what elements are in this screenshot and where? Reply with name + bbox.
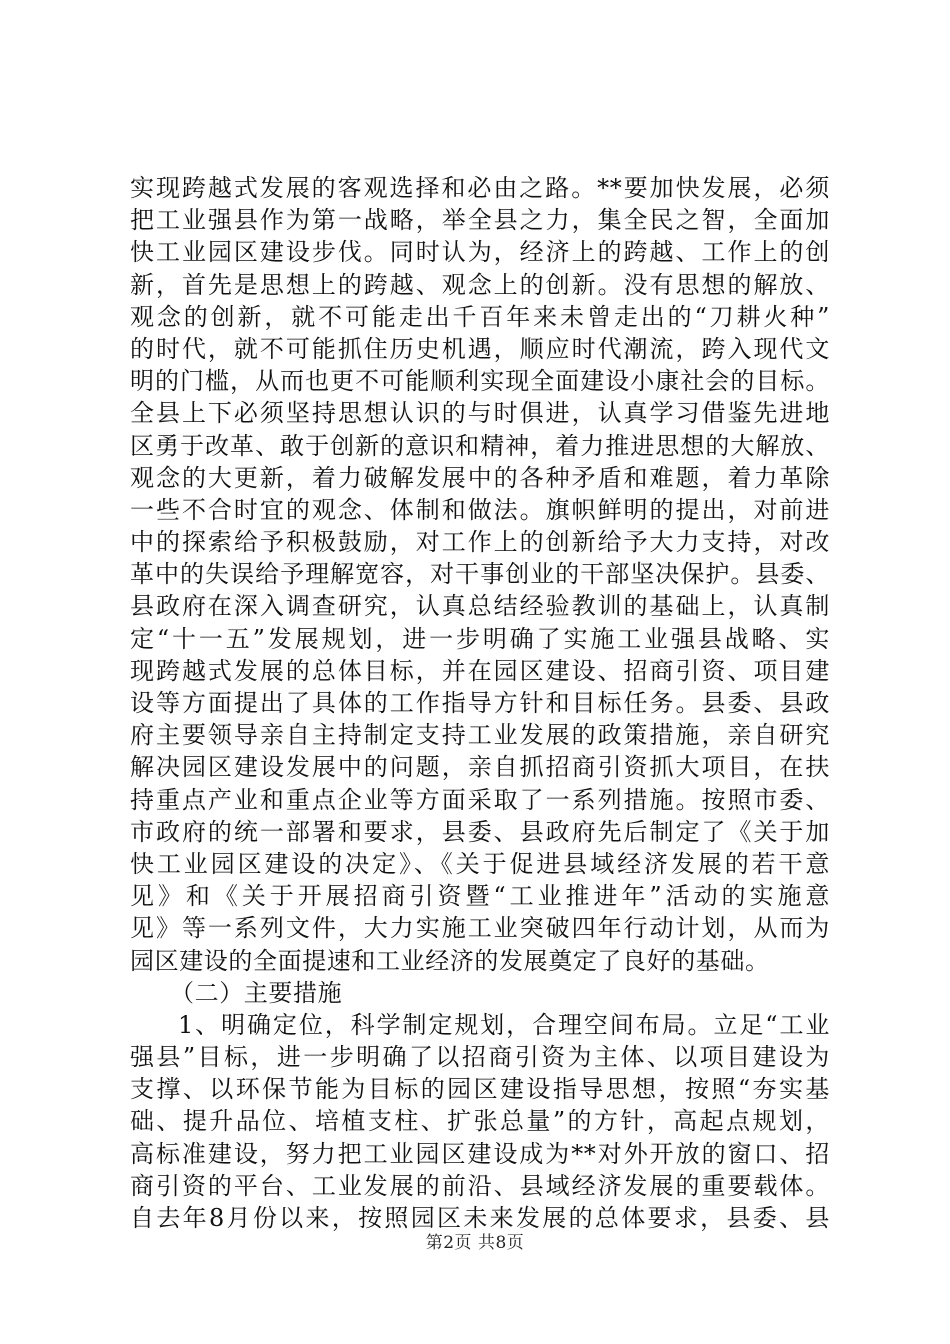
text-line: 县政府在深入调查研究，认真总结经验教训的基础上，认真制 [130,592,830,621]
section-text-line: 高标准建设，努力把工业园区建设成为**对外开放的窗口、招 [130,1139,830,1168]
text-line: 市政府的统一部署和要求，县委、县政府先后制定了《关于加 [130,817,830,846]
text-line: 定“十一五”发展规划，进一步明确了实施工业强县战略、实 [130,624,830,653]
section-text-line: 础、提升品位、培植支柱、扩张总量”的方针，高起点规划， [130,1107,830,1136]
text-line: 快工业园区建设步伐。同时认为，经济上的跨越、工作上的创 [130,238,830,267]
text-line: 解决园区建设发展中的问题，亲自抓招商引资抓大项目，在扶 [130,753,830,782]
section-text-line: 强县”目标，进一步明确了以招商引资为主体、以项目建设为 [130,1043,830,1072]
text-line: 观念的创新，就不可能走出千百年来未曾走出的“刀耕火种” [130,302,830,331]
text-line: 全县上下必须坚持思想认识的与时俱进，认真学习借鉴先进地 [130,399,830,428]
section-text-line: 自去年8月份以来，按照园区未来发展的总体要求，县委、县 [130,1204,830,1232]
section-heading: （二）主要措施 [170,978,343,1007]
text-line: 新，首先是思想上的跨越、观念上的创新。没有思想的解放、 [130,270,830,299]
text-line: 见》等一系列文件，大力实施工业突破四年行动计划，从而为 [130,914,830,943]
text-line: 园区建设的全面提速和工业经济的发展奠定了良好的基础。 [130,946,770,975]
page-number-footer: 第2页 共8页 [425,1233,525,1253]
text-line: 设等方面提出了具体的工作指导方针和目标任务。县委、县政 [130,689,830,717]
section-text-line: 支撑、以环保节能为目标的园区建设指导思想，按照“夯实基 [130,1075,830,1104]
text-line: 实现跨越式发展的客观选择和必由之路。**要加快发展，必须 [130,174,830,202]
text-line: 把工业强县作为第一战略，举全县之力，集全民之智，全面加 [130,206,830,235]
text-line: 革中的失误给予理解宽容，对干事创业的干部坚决保护。县委、 [130,560,830,589]
text-line: 现跨越式发展的总体目标，并在园区建设、招商引资、项目建 [130,656,830,685]
text-line: 的时代，就不可能抓住历史机遇，顺应时代潮流，跨入现代文 [130,334,830,363]
text-line: 持重点产业和重点企业等方面采取了一系列措施。按照市委、 [130,785,830,814]
text-line: 明的门槛，从而也更不可能顺利实现全面建设小康社会的目标。 [130,367,830,396]
text-line: 快工业园区建设的决定》、《关于促进县域经济发展的若干意 [130,849,830,878]
section-text-line: 商引资的平台、工业发展的前沿、县域经济发展的重要载体。 [130,1171,830,1200]
section-text-line: 1、明确定位，科学制定规划，合理空间布局。立足“工业 [178,1010,830,1039]
text-line: 见》和《关于开展招商引资暨“工业推进年”活动的实施意 [130,882,830,911]
text-line: 观念的大更新，着力破解发展中的各种矛盾和难题，着力革除 [130,463,830,492]
body-text [130,172,830,1234]
text-line: 区勇于改革、敢于创新的意识和精神，着力推进思想的大解放、 [130,431,830,460]
text-line: 一些不合时宜的观念、体制和做法。旗帜鲜明的提出，对前进 [130,495,830,524]
text-line: 府主要领导亲自主持制定支持工业发展的政策措施，亲自研究 [130,721,830,750]
text-line: 中的探索给予积极鼓励，对工作上的创新给予大力支持，对改 [130,528,830,557]
